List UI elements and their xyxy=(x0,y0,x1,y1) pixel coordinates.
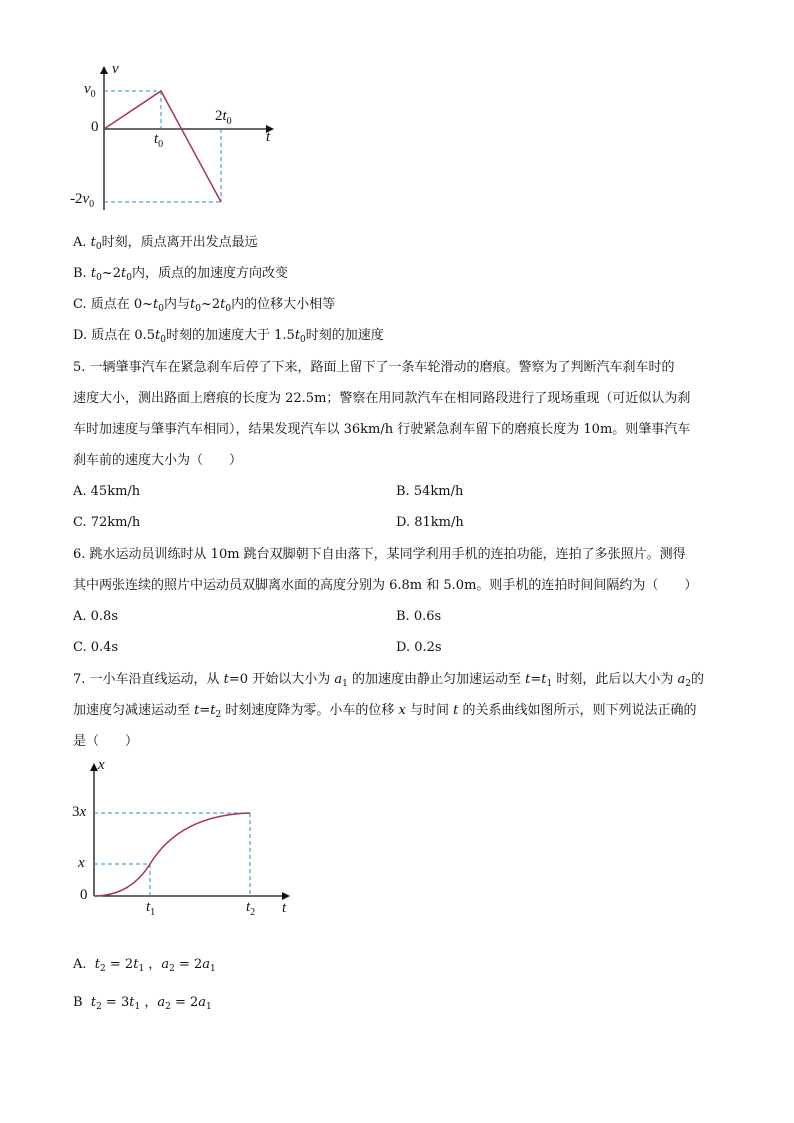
xt-graph-svg xyxy=(70,755,310,925)
q6-option-b: B. 0.6s xyxy=(396,609,442,624)
q5-option-d: D. 81km/h xyxy=(396,515,464,530)
q5-option-b: B. 54km/h xyxy=(396,484,464,499)
q6-option-d: D. 0.2s xyxy=(396,640,442,655)
xt-figure xyxy=(70,755,310,925)
q6-option-c: C. 0.4s xyxy=(73,640,119,655)
xt-t-arrow xyxy=(282,892,290,900)
xt-t2-label: $t_2$ xyxy=(246,899,256,918)
q7-option-b: B $t_2 = 3t_1$ ，$a_2 = 2a_1$ xyxy=(73,995,212,1012)
vt-t0-label: $t_0$ xyxy=(154,131,164,150)
q6-stem-line1: 6. 跳水运动员训练时从 10m 跳台双脚朝下自由落下，某同学利用手机的连拍功能，连拍了多张照片。测得 xyxy=(73,547,686,562)
xt-axis-t-label: t xyxy=(282,900,287,916)
xt-curve xyxy=(94,813,250,896)
q6-option-a: A. 0.8s xyxy=(73,609,118,624)
vt-axis-t-label: t xyxy=(266,129,271,145)
q4-option-d: D. 质点在 $0.5t_0$时刻的加速度大于 $1.5t_0$时刻的加速度 xyxy=(73,328,384,345)
q4-option-a: A. $t_0$时刻，质点离开出发点最远 xyxy=(73,235,258,252)
xt-t1-label: $t_1$ xyxy=(146,899,156,918)
vt-origin-label: 0 xyxy=(91,119,99,135)
xt-x-arrow xyxy=(90,763,98,771)
q5-stem-line3: 车时加速度与肇事汽车相同），结果发现汽车以 36km/h 行驶紧急刹车留下的磨痕长度为 10m。则肇事汽车 xyxy=(73,422,691,437)
q7-option-a: A. $t_2 = 2t_1$ ，$a_2 = 2a_1$ xyxy=(73,957,216,974)
vt-v-arrow xyxy=(100,66,108,74)
vt-neg2v0-label: $-2v_0$ xyxy=(70,191,95,210)
vt-v0-label: $v_0$ xyxy=(84,81,96,100)
q7-stem-line2: 加速度匀减速运动至 $t=t_2$ 时刻速度降为零。小车的位移 x 与时间 t 的关系曲线如图所示，则下列说法正确的 xyxy=(73,703,697,720)
xt-x-label: x xyxy=(78,855,85,871)
vt-2t0-label: $2t_0$ xyxy=(215,108,232,127)
q5-stem-line4: 刹车前的速度大小为（ ） xyxy=(73,453,243,468)
q5-option-c: C. 72km/h xyxy=(73,515,141,530)
q4-option-b: B. $t_0\sim 2t_0$内，质点的加速度方向改变 xyxy=(73,266,288,283)
q5-stem-line2: 速度大小，测出路面上磨痕的长度为 22.5m；警察在用同款汽车在相同路段进行了现场重现（可近似认为刹 xyxy=(73,391,691,406)
q5-option-a: A. 45km/h xyxy=(73,484,141,499)
q7-stem-line3: 是（ ） xyxy=(73,734,139,749)
xt-3x-label: 3x xyxy=(72,804,87,820)
q6-stem-line2: 其中两张连续的照片中运动员双脚离水面的高度分别为 6.8m 和 5.0m。则手机的连拍时间间隔约为（ ） xyxy=(73,578,698,593)
q7-stem-line1: 7. 一小车沿直线运动，从 t=0 开始以大小为 $a_1$ 的加速度由静止匀加速运动至 $t=t_1$ 时刻，此后以大小为 $a_2$的 xyxy=(73,672,704,689)
vt-axis-v-label: v xyxy=(112,61,119,77)
vt-figure xyxy=(60,55,290,215)
xt-axis-x-label: x xyxy=(98,757,105,773)
q4-option-c: C. 质点在 $0\sim t_0$内与$t_0\sim 2t_0$内的位移大小相等 xyxy=(73,297,336,314)
q5-stem-line1: 5. 一辆肇事汽车在紧急刹车后停了下来，路面上留下了一条车轮滑动的磨痕。警察为了判断汽车刹车时的 xyxy=(73,360,675,375)
xt-origin-label: 0 xyxy=(80,887,88,903)
